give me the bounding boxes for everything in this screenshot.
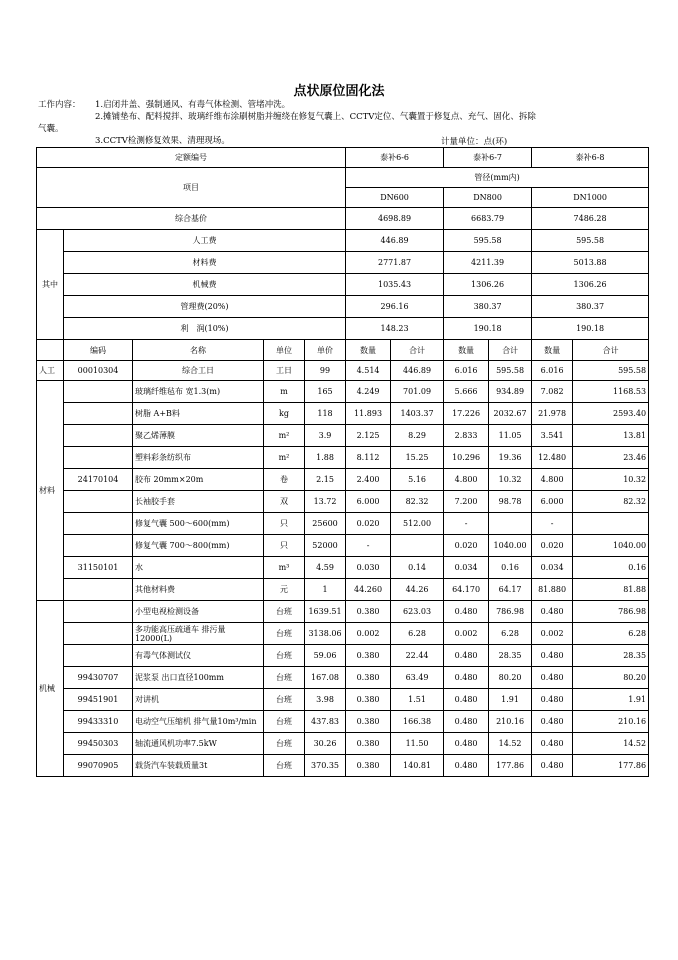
labor-qty-3: 6.016 — [532, 361, 573, 381]
material-qty-2: 0.034 — [444, 557, 489, 579]
material-total-1 — [391, 535, 444, 557]
machine-price: 1639.51 — [305, 601, 346, 623]
material-qty-1: 6.000 — [346, 491, 391, 513]
col-header-total: 合计 — [489, 340, 532, 361]
material-code — [64, 447, 133, 469]
machine-row — [37, 667, 649, 689]
machine-total-3: 28.35 — [573, 645, 649, 667]
material-unit: kg — [264, 403, 305, 425]
col-header-qty: 数量 — [444, 340, 489, 361]
material-price: 25600 — [305, 513, 346, 535]
among-value: 1035.43 — [346, 274, 444, 296]
machine-total-3: 210.16 — [573, 711, 649, 733]
col-header-total: 合计 — [391, 340, 444, 361]
base-price-3: 7486.28 — [532, 208, 649, 230]
machine-total-1: 11.50 — [391, 733, 444, 755]
material-code — [64, 403, 133, 425]
material-row — [37, 557, 649, 579]
col-header-total: 合计 — [573, 340, 649, 361]
material-qty-2: 10.296 — [444, 447, 489, 469]
material-qty-3: 3.541 — [532, 425, 573, 447]
material-qty-2: 64.170 — [444, 579, 489, 601]
machine-total-3: 14.52 — [573, 733, 649, 755]
machine-total-1: 63.49 — [391, 667, 444, 689]
among-value: 2771.87 — [346, 252, 444, 274]
material-row — [37, 579, 649, 601]
machine-total-2: 177.86 — [489, 755, 532, 777]
material-total-2: 98.78 — [489, 491, 532, 513]
machine-total-3: 6.28 — [573, 623, 649, 645]
machine-row — [37, 755, 649, 777]
diameter-2: DN800 — [444, 188, 532, 208]
among-value: 595.58 — [532, 230, 649, 252]
col-header-qty: 数量 — [532, 340, 573, 361]
material-total-3: 81.88 — [573, 579, 649, 601]
machine-total-1: 1.51 — [391, 689, 444, 711]
machine-name: 电动空气压缩机 排气量10m³/min — [133, 711, 264, 733]
labor-total-2: 595.58 — [489, 361, 532, 381]
machine-qty-3: 0.480 — [532, 667, 573, 689]
machine-row — [37, 623, 649, 645]
machine-name: 有毒气体测试仪 — [133, 645, 264, 667]
diameter-1: DN600 — [346, 188, 444, 208]
material-row — [37, 513, 649, 535]
material-name: 修复气囊 700～800(mm) — [133, 535, 264, 557]
material-qty-1: - — [346, 535, 391, 557]
machine-row — [37, 601, 649, 623]
machine-qty-3: 0.480 — [532, 733, 573, 755]
among-value: 446.89 — [346, 230, 444, 252]
machine-qty-1: 0.002 — [346, 623, 391, 645]
material-qty-1: 2.125 — [346, 425, 391, 447]
material-name: 聚乙烯薄膜 — [133, 425, 264, 447]
material-total-2: 19.36 — [489, 447, 532, 469]
material-total-2: 934.89 — [489, 381, 532, 403]
material-qty-3: 81.880 — [532, 579, 573, 601]
machine-qty-3: 0.480 — [532, 755, 573, 777]
material-qty-1: 2.400 — [346, 469, 391, 491]
labor-qty-1: 4.514 — [346, 361, 391, 381]
material-qty-3: 21.978 — [532, 403, 573, 425]
machine-qty-3: 0.002 — [532, 623, 573, 645]
material-qty-2: 5.666 — [444, 381, 489, 403]
machine-qty-2: 0.480 — [444, 755, 489, 777]
col-header-code: 编码 — [64, 340, 133, 361]
material-price: 1.88 — [305, 447, 346, 469]
material-qty-2: 0.020 — [444, 535, 489, 557]
material-unit: 双 — [264, 491, 305, 513]
among-value: 296.16 — [346, 296, 444, 318]
machine-qty-2: 0.480 — [444, 689, 489, 711]
among-name: 管理费(20%) — [64, 296, 346, 318]
material-unit: m — [264, 381, 305, 403]
machine-qty-2: 0.002 — [444, 623, 489, 645]
material-qty-2: 4.800 — [444, 469, 489, 491]
machine-qty-2: 0.480 — [444, 733, 489, 755]
material-name: 水 — [133, 557, 264, 579]
machine-code: 99430707 — [64, 667, 133, 689]
material-code: 31150101 — [64, 557, 133, 579]
among-value: 595.58 — [444, 230, 532, 252]
material-total-1: 512.00 — [391, 513, 444, 535]
material-unit: 只 — [264, 513, 305, 535]
machine-total-3: 786.98 — [573, 601, 649, 623]
machine-total-2: 28.35 — [489, 645, 532, 667]
labor-total-3: 595.58 — [573, 361, 649, 381]
machine-price: 370.35 — [305, 755, 346, 777]
machine-unit: 台班 — [264, 667, 305, 689]
machine-name: 小型电视检测设备 — [133, 601, 264, 623]
machine-total-2: 210.16 — [489, 711, 532, 733]
material-qty-3: 4.800 — [532, 469, 573, 491]
machines-section — [37, 601, 649, 777]
labor-price: 99 — [305, 361, 346, 381]
material-code — [64, 425, 133, 447]
machine-label: 机械 — [37, 601, 64, 777]
pipe-diameter-label: 管径(mm内) — [346, 168, 649, 188]
quota-table — [36, 147, 649, 777]
measure-unit: 计量单位：点(环) — [441, 137, 508, 147]
machine-total-2: 1.91 — [489, 689, 532, 711]
material-row — [37, 425, 649, 447]
machine-qty-2: 0.480 — [444, 601, 489, 623]
material-price: 4.59 — [305, 557, 346, 579]
material-unit: 元 — [264, 579, 305, 601]
material-total-2: 11.05 — [489, 425, 532, 447]
material-total-1: 5.16 — [391, 469, 444, 491]
machine-qty-2: 0.480 — [444, 711, 489, 733]
material-qty-2: 7.200 — [444, 491, 489, 513]
material-total-3 — [573, 513, 649, 535]
col-header-blank — [37, 340, 64, 361]
machine-total-1: 22.44 — [391, 645, 444, 667]
machine-unit: 台班 — [264, 623, 305, 645]
among-value: 380.37 — [444, 296, 532, 318]
machine-unit: 台班 — [264, 733, 305, 755]
machine-price: 437.83 — [305, 711, 346, 733]
machine-qty-1: 0.380 — [346, 645, 391, 667]
machine-code — [64, 645, 133, 667]
among-value: 380.37 — [532, 296, 649, 318]
machine-unit: 台班 — [264, 711, 305, 733]
material-name: 塑料彩条纺织布 — [133, 447, 264, 469]
machine-qty-1: 0.380 — [346, 667, 391, 689]
work-content-label: 工作内容： — [38, 100, 81, 110]
material-total-3: 10.32 — [573, 469, 649, 491]
material-qty-3: 12.480 — [532, 447, 573, 469]
material-total-3: 1168.53 — [573, 381, 649, 403]
col-header-qty: 数量 — [346, 340, 391, 361]
materials-section — [37, 381, 649, 601]
material-code — [64, 579, 133, 601]
material-qty-3: 0.020 — [532, 535, 573, 557]
machine-qty-3: 0.480 — [532, 645, 573, 667]
machine-qty-3: 0.480 — [532, 689, 573, 711]
machine-price: 30.26 — [305, 733, 346, 755]
among-value: 190.18 — [532, 318, 649, 340]
material-name: 长袖胶手套 — [133, 491, 264, 513]
material-price: 3.9 — [305, 425, 346, 447]
work-content-line-1: 1.启闭井盖、强制通风、有毒气体检测、管堵冲洗。 — [95, 100, 291, 110]
quota-no-label: 定额编号 — [37, 148, 346, 168]
material-qty-1: 4.249 — [346, 381, 391, 403]
material-row — [37, 469, 649, 491]
col-header-unit: 单位 — [264, 340, 305, 361]
work-content-line-3: 3.CCTV检测修复效果、清理现场。 — [95, 136, 230, 146]
machine-name: 对讲机 — [133, 689, 264, 711]
machine-total-1: 623.03 — [391, 601, 444, 623]
material-code — [64, 381, 133, 403]
among-name: 材料费 — [64, 252, 346, 274]
machine-total-3: 1.91 — [573, 689, 649, 711]
material-price: 165 — [305, 381, 346, 403]
material-total-1: 701.09 — [391, 381, 444, 403]
material-price: 13.72 — [305, 491, 346, 513]
material-row — [37, 535, 649, 557]
material-total-1: 0.14 — [391, 557, 444, 579]
machine-code: 99070905 — [64, 755, 133, 777]
material-total-1: 44.26 — [391, 579, 444, 601]
machine-total-2: 786.98 — [489, 601, 532, 623]
material-name: 其他材料费 — [133, 579, 264, 601]
material-price: 2.15 — [305, 469, 346, 491]
material-total-2: 0.16 — [489, 557, 532, 579]
work-content-line-2: 2.摊铺垫布、配料搅拌、玻璃纤维布涂刷树脂并缠绕在修复气囊上、CCTV定位、气囊置于修复点、充气、固化、拆除 — [95, 112, 536, 122]
work-content-line-2-cont: 气囊。 — [38, 124, 64, 134]
machine-qty-1: 0.380 — [346, 733, 391, 755]
machine-qty-2: 0.480 — [444, 667, 489, 689]
machine-code: 99433310 — [64, 711, 133, 733]
labor-qty-2: 6.016 — [444, 361, 489, 381]
machine-price: 3.98 — [305, 689, 346, 711]
material-name: 玻璃纤维毡布 宽1.3(m) — [133, 381, 264, 403]
material-total-2: 64.17 — [489, 579, 532, 601]
machine-total-2: 80.20 — [489, 667, 532, 689]
material-unit: 只 — [264, 535, 305, 557]
machine-code: 99450303 — [64, 733, 133, 755]
machine-code: 99451901 — [64, 689, 133, 711]
machine-unit: 台班 — [264, 601, 305, 623]
material-total-3: 23.46 — [573, 447, 649, 469]
base-price-2: 6683.79 — [444, 208, 532, 230]
material-qty-3: - — [532, 513, 573, 535]
among-value: 190.18 — [444, 318, 532, 340]
machine-qty-1: 0.380 — [346, 689, 391, 711]
material-unit: m² — [264, 425, 305, 447]
material-name: 树脂 A+B料 — [133, 403, 264, 425]
labor-label: 人工 — [37, 361, 64, 381]
quota-code-1: 泰补6-6 — [346, 148, 444, 168]
among-name: 机械费 — [64, 274, 346, 296]
diameter-3: DN1000 — [532, 188, 649, 208]
machine-code — [64, 601, 133, 623]
material-total-3: 13.81 — [573, 425, 649, 447]
machine-price: 59.06 — [305, 645, 346, 667]
material-unit: m² — [264, 447, 305, 469]
material-code — [64, 491, 133, 513]
material-total-2: 10.32 — [489, 469, 532, 491]
machine-row — [37, 711, 649, 733]
machine-row — [37, 689, 649, 711]
machine-price: 167.08 — [305, 667, 346, 689]
material-name: 胶布 20mm×20m — [133, 469, 264, 491]
material-total-3: 1040.00 — [573, 535, 649, 557]
among-value: 1306.26 — [532, 274, 649, 296]
material-price: 52000 — [305, 535, 346, 557]
machine-price: 3138.06 — [305, 623, 346, 645]
material-row — [37, 447, 649, 469]
machine-qty-3: 0.480 — [532, 711, 573, 733]
material-qty-3: 0.034 — [532, 557, 573, 579]
base-price-label: 综合基价 — [37, 208, 346, 230]
material-qty-3: 6.000 — [532, 491, 573, 513]
labor-name: 综合工日 — [133, 361, 264, 381]
material-qty-2: 17.226 — [444, 403, 489, 425]
machine-unit: 台班 — [264, 689, 305, 711]
machine-row — [37, 645, 649, 667]
material-label: 材料 — [37, 381, 64, 601]
material-row — [37, 403, 649, 425]
material-unit: 卷 — [264, 469, 305, 491]
machine-qty-3: 0.480 — [532, 601, 573, 623]
machine-name: 多功能高压疏通车 排污量12000(L) — [133, 623, 264, 645]
among-value: 5013.88 — [532, 252, 649, 274]
material-price: 118 — [305, 403, 346, 425]
machine-name: 轴流通风机功率7.5kW — [133, 733, 264, 755]
material-code — [64, 513, 133, 535]
machine-qty-1: 0.380 — [346, 601, 391, 623]
material-unit: m³ — [264, 557, 305, 579]
machine-total-1: 140.81 — [391, 755, 444, 777]
machine-total-1: 166.38 — [391, 711, 444, 733]
machine-unit: 台班 — [264, 755, 305, 777]
material-qty-1: 0.020 — [346, 513, 391, 535]
among-label: 其中 — [37, 230, 64, 340]
machine-qty-1: 0.380 — [346, 711, 391, 733]
among-value: 1306.26 — [444, 274, 532, 296]
among-value: 4211.39 — [444, 252, 532, 274]
quota-code-2: 泰补6-7 — [444, 148, 532, 168]
machine-qty-2: 0.480 — [444, 645, 489, 667]
machine-name: 泥浆泵 出口直径100mm — [133, 667, 264, 689]
material-total-1: 8.29 — [391, 425, 444, 447]
material-price: 1 — [305, 579, 346, 601]
machine-total-3: 177.86 — [573, 755, 649, 777]
among-value: 148.23 — [346, 318, 444, 340]
material-code: 24170104 — [64, 469, 133, 491]
material-total-1: 82.32 — [391, 491, 444, 513]
material-row — [37, 381, 649, 403]
material-qty-2: 2.833 — [444, 425, 489, 447]
material-total-2: 2032.67 — [489, 403, 532, 425]
material-total-3: 0.16 — [573, 557, 649, 579]
labor-unit: 工日 — [264, 361, 305, 381]
among-name: 利 润(10%) — [64, 318, 346, 340]
material-total-1: 15.25 — [391, 447, 444, 469]
col-header-price: 单价 — [305, 340, 346, 361]
material-total-3: 82.32 — [573, 491, 649, 513]
labor-total-1: 446.89 — [391, 361, 444, 381]
machine-code — [64, 623, 133, 645]
material-total-2 — [489, 513, 532, 535]
material-qty-1: 44.260 — [346, 579, 391, 601]
labor-row — [37, 361, 649, 381]
material-row — [37, 491, 649, 513]
among-name: 人工费 — [64, 230, 346, 252]
machine-qty-1: 0.380 — [346, 755, 391, 777]
machine-row — [37, 733, 649, 755]
machine-unit: 台班 — [264, 645, 305, 667]
material-qty-1: 11.893 — [346, 403, 391, 425]
machine-total-2: 6.28 — [489, 623, 532, 645]
item-label: 项目 — [37, 168, 346, 208]
material-total-3: 2593.40 — [573, 403, 649, 425]
material-name: 修复气囊 500～600(mm) — [133, 513, 264, 535]
machine-total-3: 80.20 — [573, 667, 649, 689]
machine-total-1: 6.28 — [391, 623, 444, 645]
base-price-1: 4698.89 — [346, 208, 444, 230]
machine-total-2: 14.52 — [489, 733, 532, 755]
material-qty-1: 8.112 — [346, 447, 391, 469]
material-qty-1: 0.030 — [346, 557, 391, 579]
col-header-name: 名称 — [133, 340, 264, 361]
material-code — [64, 535, 133, 557]
labor-code: 00010304 — [64, 361, 133, 381]
material-qty-2: - — [444, 513, 489, 535]
machine-name: 载货汽车装载质量3t — [133, 755, 264, 777]
quota-code-3: 泰补6-8 — [532, 148, 649, 168]
material-qty-3: 7.082 — [532, 381, 573, 403]
material-total-2: 1040.00 — [489, 535, 532, 557]
material-total-1: 1403.37 — [391, 403, 444, 425]
page-title: 点状原位固化法 — [293, 84, 385, 99]
